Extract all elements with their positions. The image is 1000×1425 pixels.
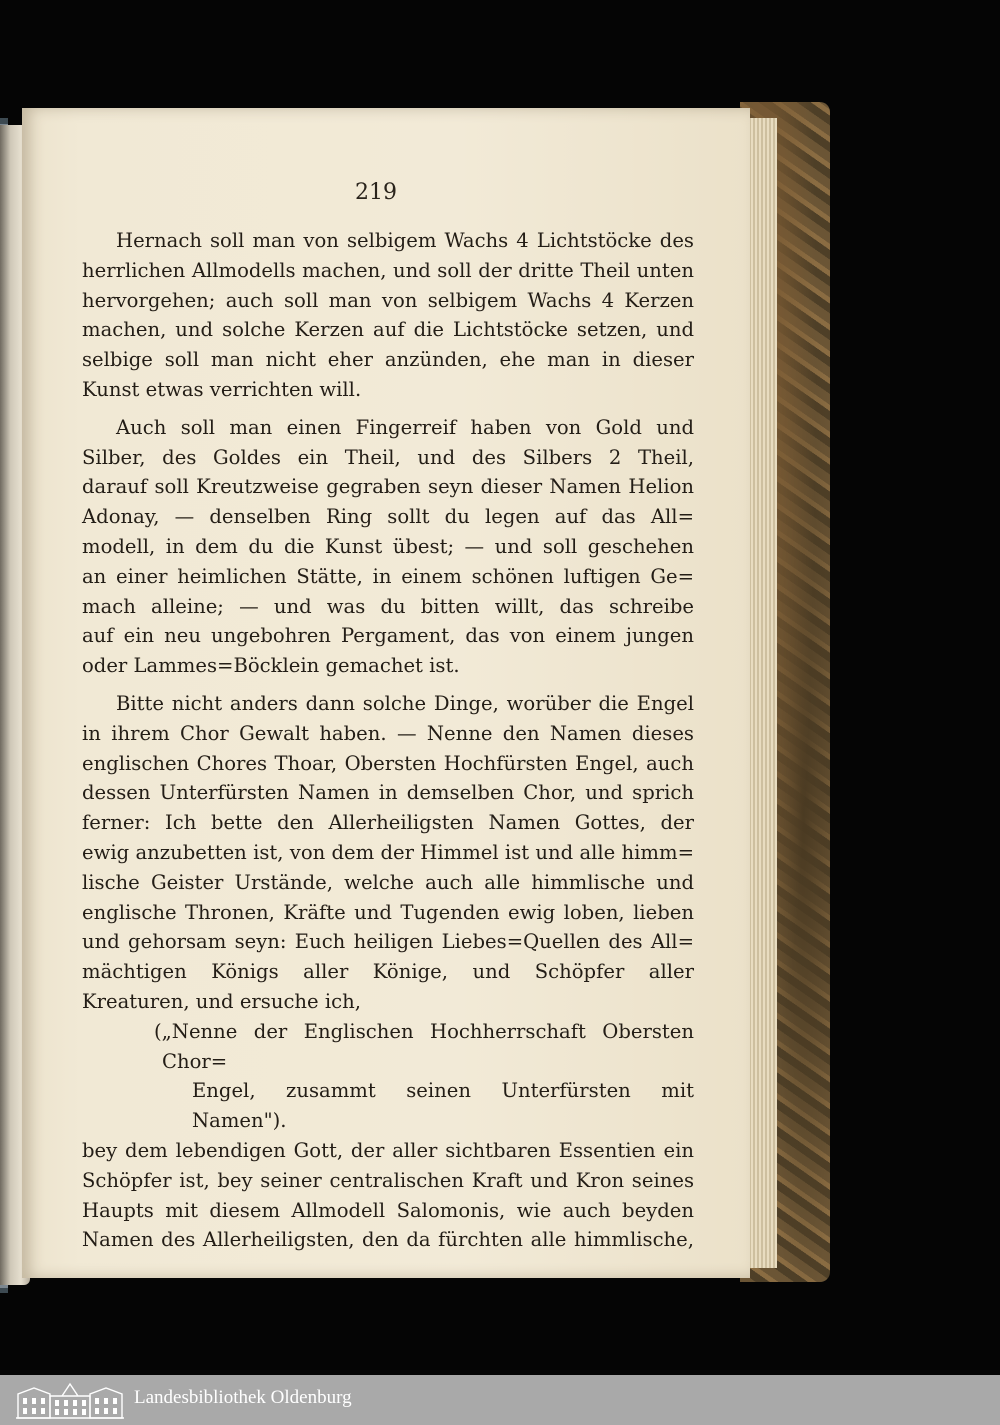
footer-bar bbox=[0, 1375, 1000, 1425]
text-line: Auch soll man einen Fingerreif haben von Gold und bbox=[116, 415, 694, 439]
text-line: oder Lammes=Böcklein gemachet ist. bbox=[82, 654, 460, 678]
text-line: Bitte nicht anders dann solche Dinge, worüber die Engel bbox=[116, 691, 694, 715]
text-line: in ihrem Chor Gewalt haben. — Nenne den Namen dieses bbox=[82, 721, 694, 745]
text-line: hervorgehen; auch soll man von selbigem Wachs 4 Kerzen bbox=[82, 288, 694, 312]
text-line: („Nenne der Englischen Hochherrschaft Obersten Chor= bbox=[154, 1019, 694, 1073]
text-line: Schöpfer ist, bey seiner centralischen Kraft und Kron seines bbox=[82, 1168, 694, 1192]
text-line: auf ein neu ungebohren Pergament, das von einem jungen bbox=[82, 624, 694, 648]
text-line: Hernach soll man von selbigem Wachs 4 Lichtstöcke des bbox=[116, 229, 694, 252]
text-line: Haupts mit diesem Allmodell Salomonis, wie auch beyden bbox=[82, 1198, 694, 1222]
text-line: lische Geister Urstände, welche auch alle himmlische und bbox=[82, 870, 694, 894]
library-name: Landesbibliothek Oldenburg bbox=[134, 1387, 352, 1408]
text-line: Silber, des Goldes ein Theil, und des Silbers 2 Theil, bbox=[82, 445, 694, 469]
page-text bbox=[82, 226, 694, 1255]
text-line: ferner: Ich bette den Allerheiligsten Namen Gottes, der bbox=[82, 811, 694, 835]
text-line: machen, und solche Kerzen auf die Lichtstöcke setzen, und bbox=[82, 318, 694, 342]
text-line: englische Thronen, Kräfte und Tugenden ewig loben, lieben bbox=[82, 900, 694, 924]
text-line: bey dem lebendigen Gott, der aller sichtbaren Essentien ein bbox=[82, 1138, 694, 1162]
text-line: Kreaturen, und ersuche ich, bbox=[82, 989, 361, 1013]
text-line: ewig anzubetten ist, von dem der Himmel ist und alle himm= bbox=[82, 840, 694, 864]
text-line: selbige soll man nicht eher anzünden, ehe man in dieser bbox=[82, 348, 694, 372]
text-line: darauf soll Kreutzweise gegraben seyn dieser Namen Helion bbox=[82, 475, 694, 499]
text-line: mach alleine; — und was du bitten willt, das schreibe bbox=[82, 594, 694, 618]
text-line: englischen Chores Thoar, Obersten Hochfürsten Engel, auch bbox=[82, 751, 694, 775]
page-number: 219 bbox=[355, 180, 397, 205]
text-line: dessen Unterfürsten Namen in demselben Chor, und sprich bbox=[82, 781, 694, 805]
text-line: Namen des Allerheiligsten, den da fürchten alle himmlische, bbox=[82, 1228, 694, 1252]
text-line: und gehorsam seyn: Euch heiligen Liebes=Quellen des All= bbox=[82, 930, 694, 954]
text-line: Kunst etwas verrichten will. bbox=[82, 377, 362, 401]
text-line: Engel, zusammt seinen Unterfürsten mit Namen"). bbox=[192, 1079, 694, 1133]
library-building-icon bbox=[14, 1380, 126, 1420]
text-line: an einer heimlichen Stätte, in einem schönen luftigen Ge= bbox=[82, 564, 694, 588]
text-line: herrlichen Allmodells machen, und soll der dritte Theil unten bbox=[82, 258, 694, 282]
text-line: mächtigen Königs aller Könige, und Schöpfer aller bbox=[82, 960, 694, 984]
text-line: Adonay, — denselben Ring sollt du legen auf das All= bbox=[82, 505, 694, 529]
text-line: modell, in dem du die Kunst übest; — und soll geschehen bbox=[82, 534, 694, 558]
